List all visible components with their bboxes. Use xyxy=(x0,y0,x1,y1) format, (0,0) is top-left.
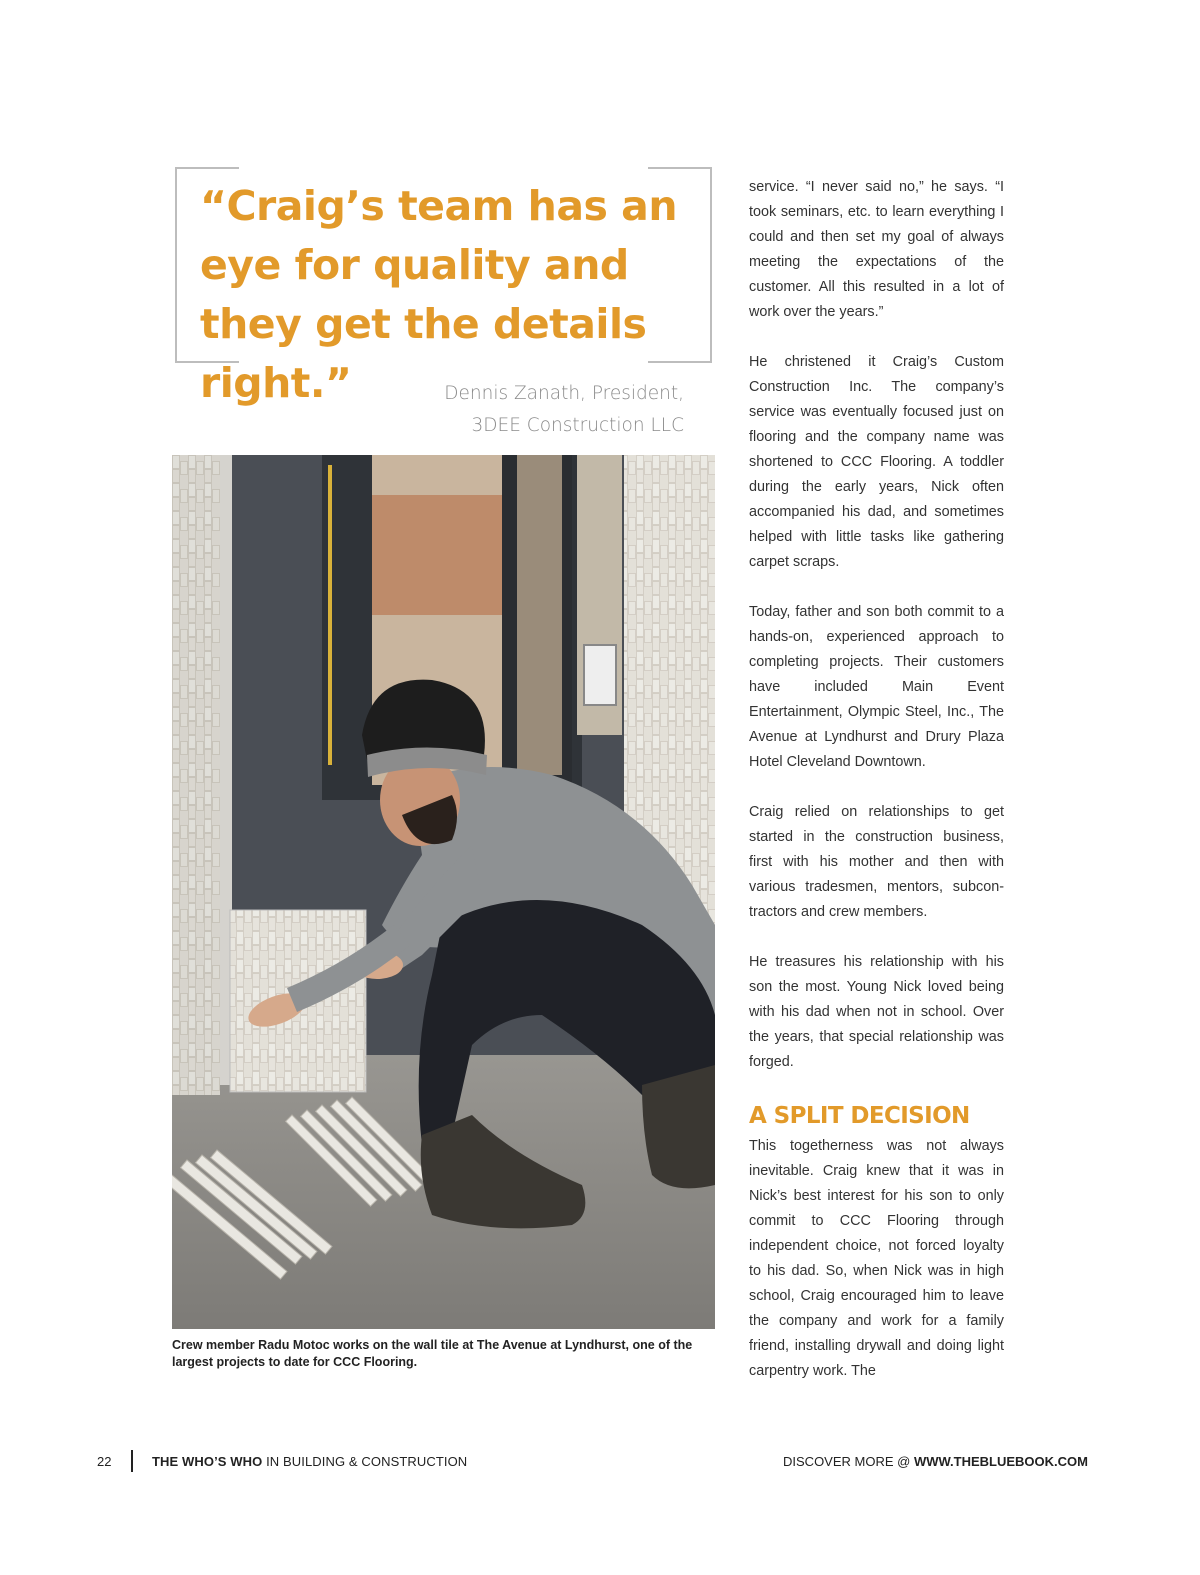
page-number: 22 xyxy=(97,1454,112,1469)
pull-quote-attribution xyxy=(330,378,684,442)
discover-more xyxy=(783,1454,1088,1469)
article-paragraph: He treasures his relationship with his son the most. Young Nick loved being with his dad when not in school. Over the years, that special relationship was forged. xyxy=(749,954,1004,1070)
publication-name-rest: IN BUILDING & CONSTRUCTION xyxy=(262,1454,468,1469)
page-footer xyxy=(0,1450,1200,1474)
photo-caption: Crew member Radu Motoc works on the wall tile at The Avenue at Lyndhurst, one of the largest projects to date for CCC Flooring. xyxy=(172,1338,693,1369)
publication-name xyxy=(152,1454,467,1469)
section-heading: A SPLIT DECISION xyxy=(749,1103,970,1129)
attribution-name: Dennis Zanath, President, xyxy=(444,383,684,404)
article-paragraph: This togetherness was not always inevitable. Craig knew that it was in Nick’s best interest for his son to only commit to CCC Flooring through independent choice, not forced loyalty to his dad. So, when Nick was in high school, Craig encouraged him to leave the company and work for a family friend, installing drywall and doing light carpentry work. The xyxy=(749,1138,1004,1379)
article-paragraph: Craig relied on relationships to get started in the construction business, first with his mother and then with various tradesmen, mentors, subcontractors and crew members. xyxy=(749,804,1004,920)
publication-name-bold: THE WHO’S WHO xyxy=(152,1454,263,1469)
attribution-company: 3DEE Construction LLC xyxy=(471,415,684,436)
website-link[interactable]: WWW.THEBLUEBOOK.COM xyxy=(913,1454,1088,1469)
article-column xyxy=(749,175,1004,1384)
discover-prefix: DISCOVER MORE @ xyxy=(783,1454,914,1469)
article-paragraph: service. “I never said no,” he says. “I took seminars, etc. to learn everything I could and then set my goal of always meeting the expectations of the customer. All this resulted in a lot of work over the years.” xyxy=(749,179,1004,320)
footer-divider xyxy=(131,1450,133,1472)
pull-quote-text: “Craig’s team has an eye for quality and they get the details right.” xyxy=(200,182,678,407)
article-paragraph: Today, father and son both commit to a hands-on, experienced approach to completing projects. Their customers have included Main Event Entertainment, Olympic Steel, Inc., The Avenue at Lyndhurst and Drury Plaza Hotel Cleveland Downtown. xyxy=(749,604,1004,770)
photo-icon xyxy=(172,455,715,1329)
article-photo xyxy=(172,455,715,1329)
article-paragraph: He christened it Craig’s Custom Construction Inc. The company’s service was eventually focused just on flooring and the company name was shortened to CCC Flooring. A toddler during the early years, Nick often accompanied his dad, and sometimes helped with little tasks like gathering carpet scraps. xyxy=(749,354,1004,570)
